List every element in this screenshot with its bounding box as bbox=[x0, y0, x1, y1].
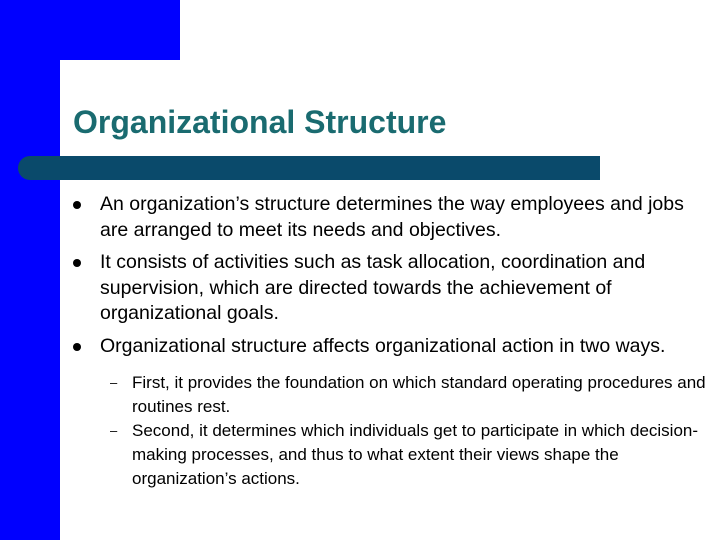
dash-icon: – bbox=[110, 423, 118, 438]
blue-accent-bar-left bbox=[0, 60, 60, 540]
bullet-dot-icon bbox=[73, 343, 81, 351]
bullet-dot-icon bbox=[73, 201, 81, 209]
bullet-text: Organizational structure affects organizational action in two ways. bbox=[100, 334, 666, 357]
bullet-item bbox=[72, 250, 712, 327]
slide-title: Organizational Structure bbox=[73, 104, 447, 140]
sub-bullet-item bbox=[100, 419, 712, 491]
title-underline-bar bbox=[18, 156, 600, 180]
bullet-item bbox=[72, 192, 712, 243]
dash-icon: – bbox=[110, 375, 118, 390]
sub-bullet-text: First, it provides the foundation on which standard operating procedures and routines rest. bbox=[132, 373, 706, 416]
bullet-dot-icon bbox=[73, 259, 81, 267]
sub-bullet-item bbox=[100, 371, 712, 419]
bullet-item bbox=[72, 334, 712, 492]
bullet-text: It consists of activities such as task allocation, coordination and supervision, which are directed towards the achievement of organizational goals. bbox=[100, 251, 646, 324]
bullet-text: An organization’s structure determines the way employees and jobs are arranged to meet its needs and objectives. bbox=[100, 193, 684, 241]
bullet-list bbox=[72, 192, 712, 498]
sub-bullet-text: Second, it determines which individuals get to participate in which decision-making processes, and thus to what extent their views shape the organization’s actions. bbox=[132, 421, 699, 488]
sub-bullet-list bbox=[100, 371, 712, 491]
blue-accent-block-top bbox=[0, 0, 180, 60]
